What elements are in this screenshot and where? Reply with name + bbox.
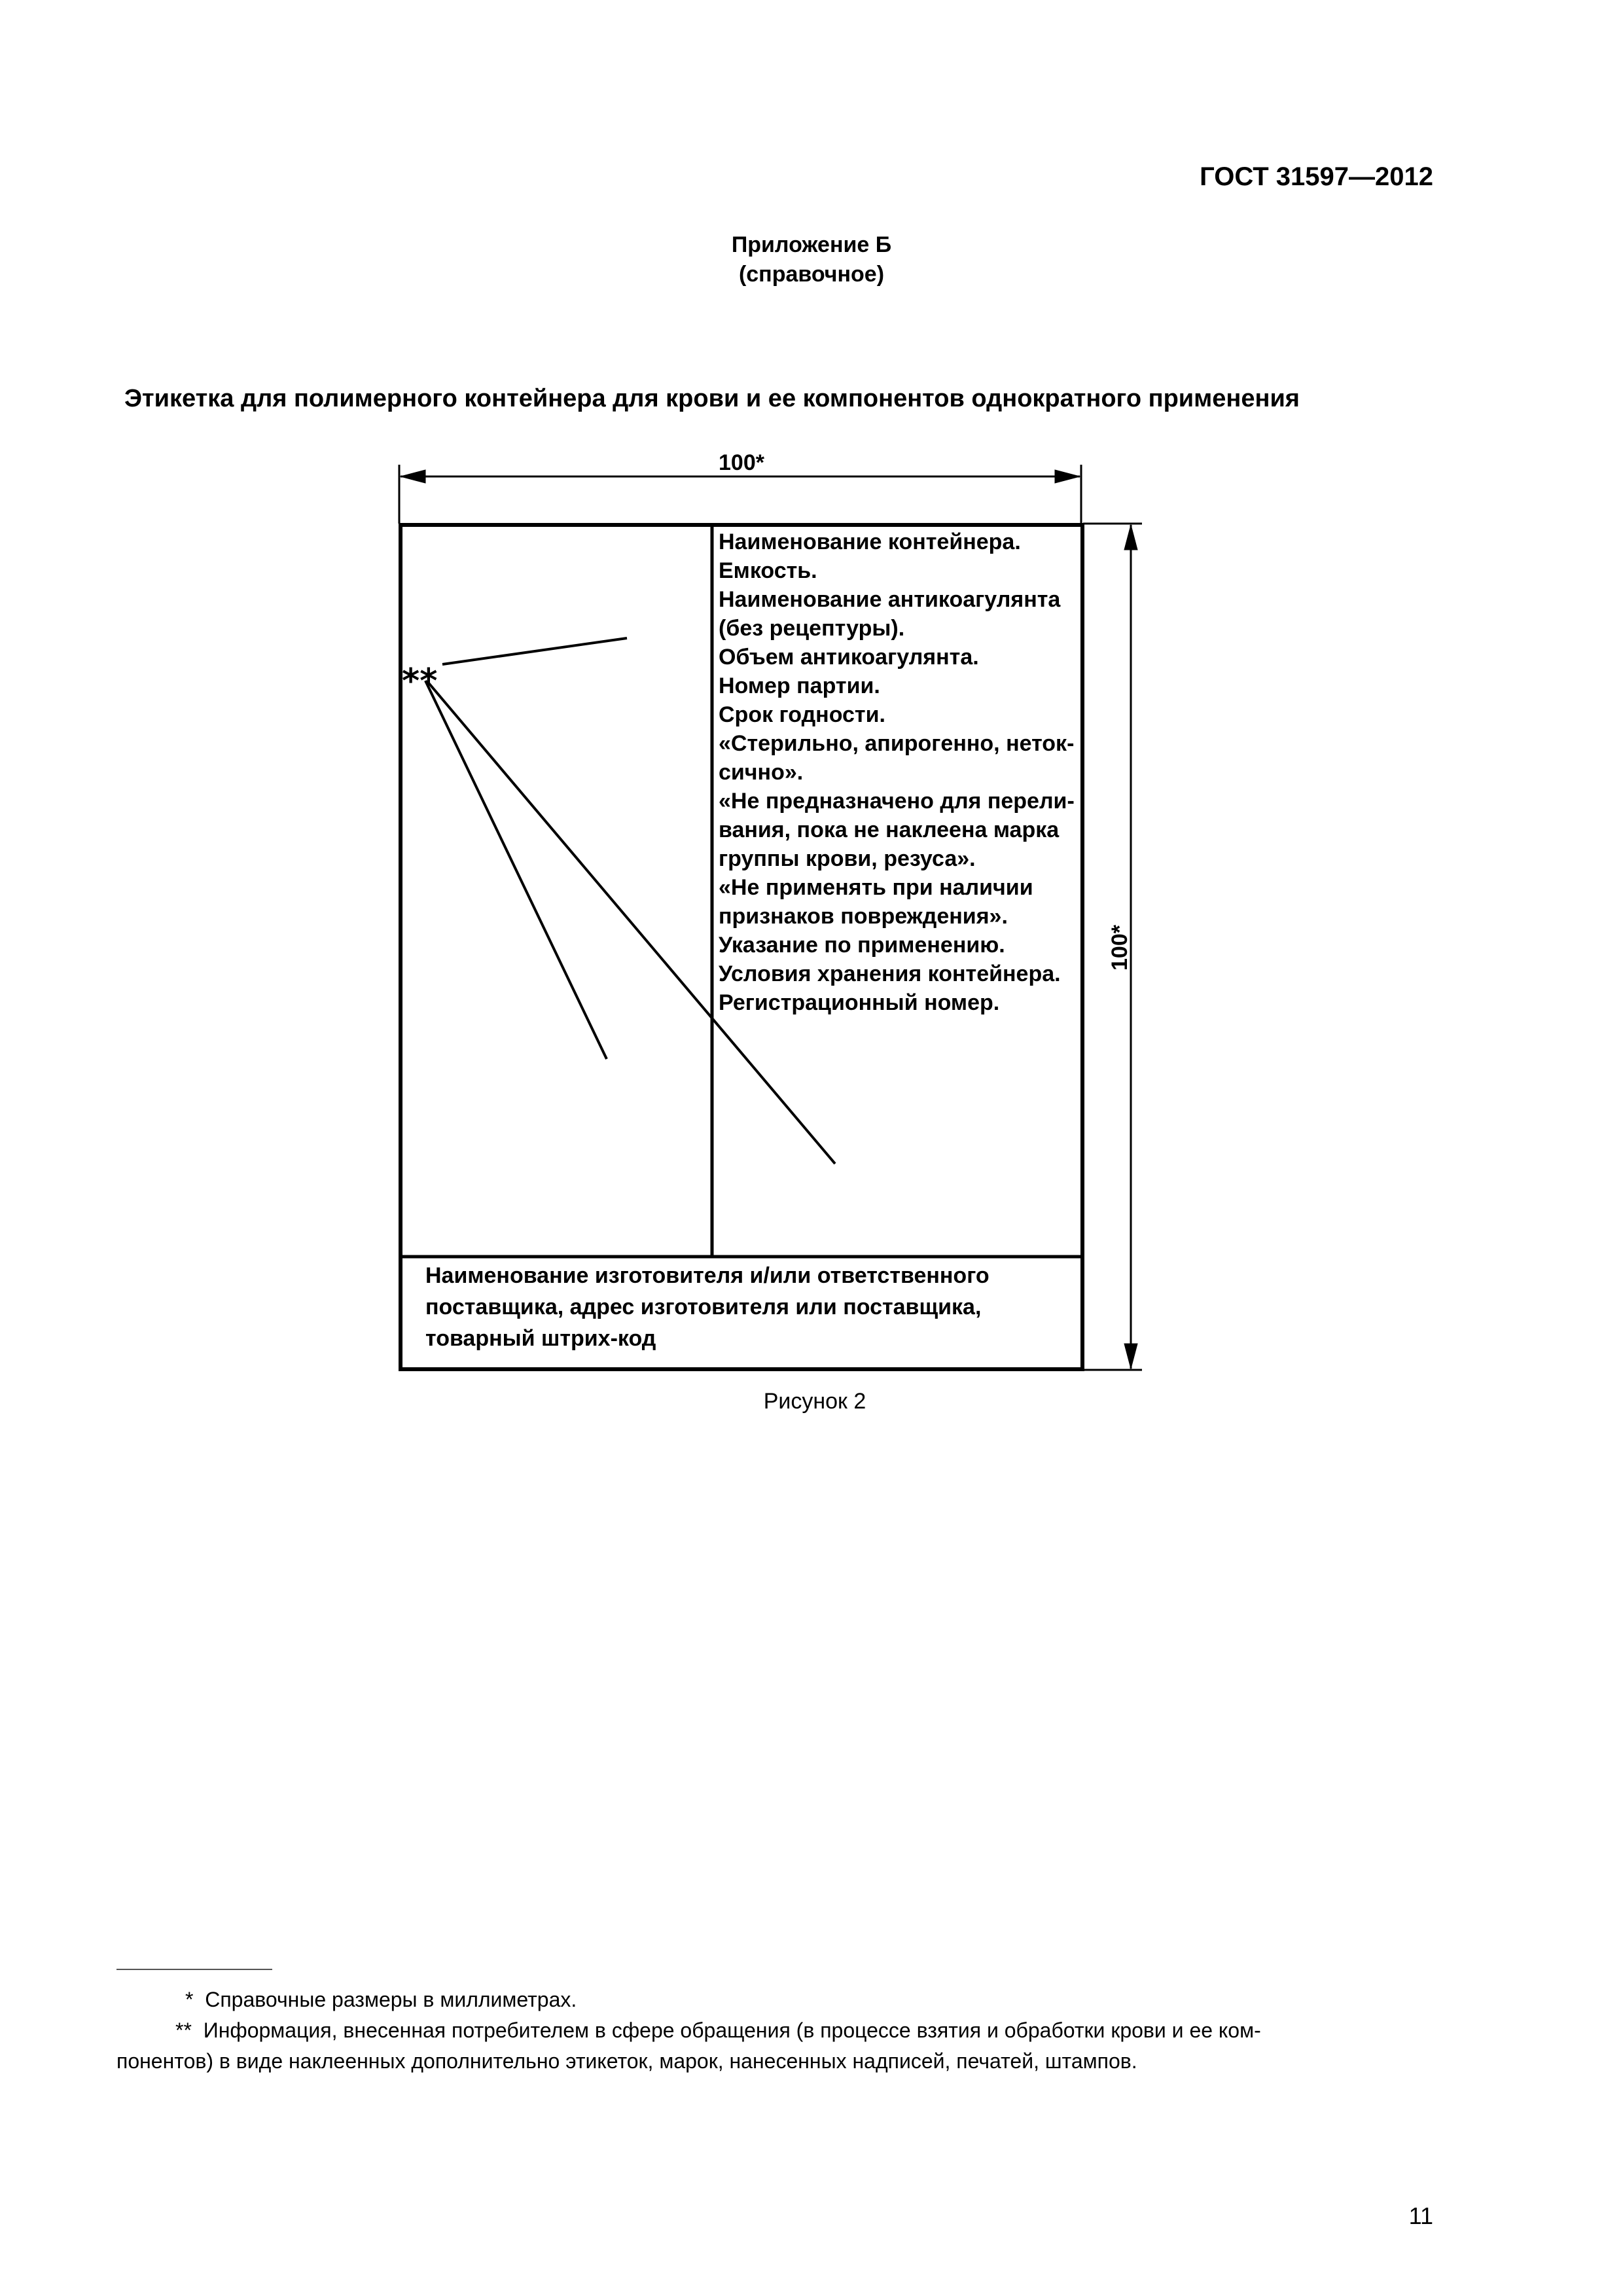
document-title: Этикетка для полимерного контейнера для крови и ее компонентов однократного применения xyxy=(124,385,1300,412)
manufacturer-line: Наименование изготовителя и/или ответственного xyxy=(425,1263,990,1288)
label-line: «Не предназначено для перели- xyxy=(719,789,1075,814)
manufacturer-line: поставщика, адрес изготовителя или поставщика, xyxy=(425,1295,982,1319)
marker-symbol: ** xyxy=(402,662,438,701)
label-line: вания, пока не наклеена марка xyxy=(719,817,1060,842)
footnotes xyxy=(116,1984,1425,2077)
footnote-text: Справочные размеры в миллиметрах. xyxy=(205,1988,577,2011)
label-line: Наименование контейнера. xyxy=(719,529,1021,554)
footnote-mark: * xyxy=(185,1988,194,2011)
label-line: Указание по применению. xyxy=(719,933,1005,958)
label-line: Объем антикоагулянта. xyxy=(719,645,979,670)
footnote-2 xyxy=(116,2015,1425,2046)
annex-title: Приложение Б xyxy=(731,232,892,257)
annex-subtitle: (справочное) xyxy=(738,262,885,287)
page-number: 11 xyxy=(1408,2202,1433,2229)
label-line: Срок годности. xyxy=(719,702,885,727)
label-contents-list xyxy=(719,528,1085,1017)
document-code: ГОСТ 31597—2012 xyxy=(1200,162,1433,191)
label-line: «Стерильно, апирогенно, неток- xyxy=(719,731,1075,756)
footnote-mark: ** xyxy=(175,2018,192,2042)
footnote-2-continuation: понентов) в виде наклеенных дополнительно этикеток, марок, нанесенных надписей, печатей, штампов. xyxy=(116,2049,1137,2073)
label-line: Емкость. xyxy=(719,558,817,583)
width-dimension-label: 100* xyxy=(719,450,764,475)
manufacturer-line: товарный штрих-код xyxy=(425,1326,656,1351)
label-line: Наименование антикоагулянта xyxy=(719,587,1061,612)
height-dimension-label: 100* xyxy=(1107,925,1132,971)
footnote-separator xyxy=(116,1969,272,1970)
footnote-text: Информация, внесенная потребителем в сфере обращения (в процессе взятия и обработки крови и ее ком- xyxy=(203,2018,1261,2042)
label-line: сично». xyxy=(719,760,804,785)
footnote-1 xyxy=(116,1984,1425,2015)
label-line: Условия хранения контейнера. xyxy=(719,961,1061,986)
label-line: Регистрационный номер. xyxy=(719,990,1000,1015)
label-line: «Не применять при наличии xyxy=(719,875,1033,900)
label-line: признаков повреждения». xyxy=(719,904,1008,929)
label-line: (без рецептуры). xyxy=(719,616,905,641)
figure-caption: Рисунок 2 xyxy=(763,1389,866,1414)
label-line: Номер партии. xyxy=(719,673,880,698)
label-line: группы крови, резуса». xyxy=(719,846,976,871)
manufacturer-block xyxy=(425,1260,1080,1354)
